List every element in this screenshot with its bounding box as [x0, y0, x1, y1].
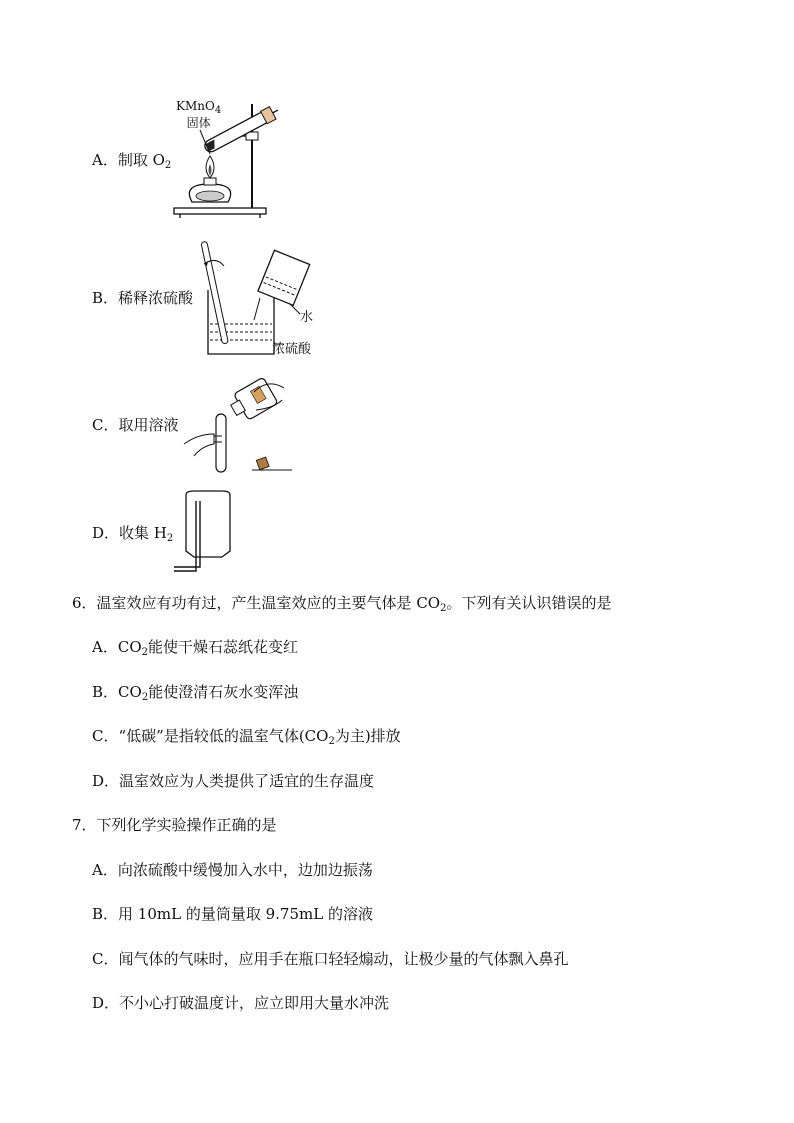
q7-stem: 7．下列化学实验操作正确的是 — [72, 816, 277, 834]
q6-option-b: B．$CO_2$能使澄清石灰水变浑浊 — [92, 683, 299, 703]
figure-oxygen-apparatus — [170, 98, 280, 223]
figure-a-label: KMnO$_4$ 固体 — [176, 99, 222, 130]
figure-b-acid-label: 浓硫酸 — [272, 342, 312, 357]
q5-option-d: D．收集 $H_2$ — [92, 524, 174, 544]
figure-c-drawing — [182, 372, 297, 477]
q5-option-b: B．稀释浓硫酸 — [92, 289, 194, 307]
q6-option-d: D．温室效应为人类提供了适宜的生存温度 — [92, 772, 375, 790]
q7-option-a: A．向浓硫酸中缓慢加入水中，边加边振荡 — [92, 861, 373, 879]
q6-option-a: A．$CO_2$能使干燥石蕊纸花变红 — [92, 638, 299, 658]
q6-stem: 6．温室效应有功有过，产生温室效应的主要气体是 $CO_2$。下列有关认识错误的是 — [72, 594, 612, 614]
q6-option-c: C．“低碳”是指较低的温室气体($CO_2$为主)排放 — [92, 727, 401, 747]
figure-d-drawing — [170, 487, 240, 577]
figure-gas-collection — [170, 487, 240, 577]
figure-b-water-label: 水 — [300, 310, 314, 325]
q5-option-c: C．取用溶液 — [92, 416, 179, 434]
q7-option-c: C．闻气体的气味时，应用手在瓶口轻轻煽动，让极少量的气体飘入鼻孔 — [92, 950, 569, 968]
q7-option-b: B．用 10mL 的量筒量取 9.75mL 的溶液 — [92, 905, 373, 923]
figure-pouring-solution — [182, 372, 297, 477]
q5-option-a: A．制取 $O_2$ — [92, 151, 172, 171]
q7-option-d: D．不小心打破温度计，应立即用大量水冲洗 — [92, 994, 390, 1012]
figure-dilution — [198, 234, 328, 359]
